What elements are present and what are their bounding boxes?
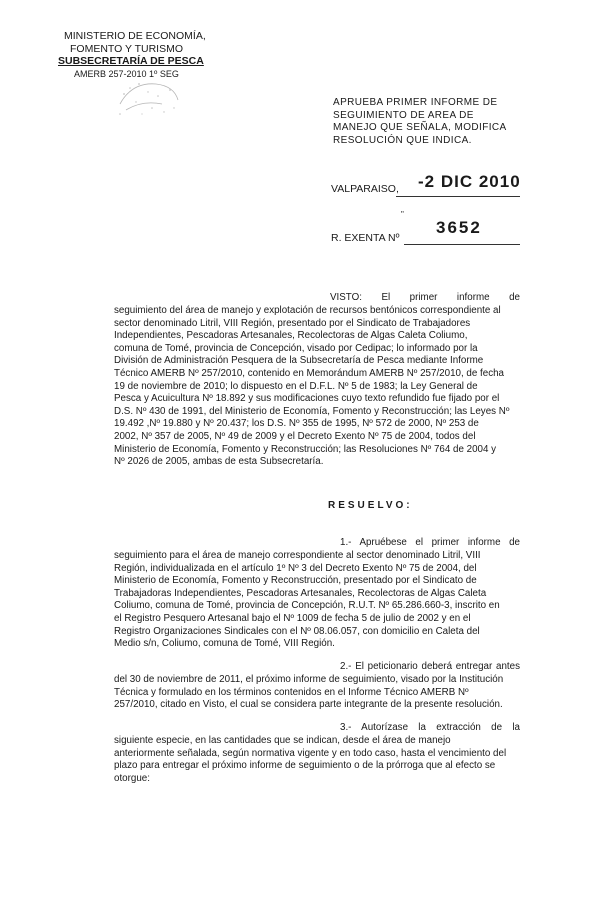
mark-icon: " [401, 210, 404, 219]
visto-line: 2002, Nº 357 de 2005, Nº 49 de 2009 y el Decreto Exento Nº 75 de 2004, todos del [114, 430, 476, 442]
exenta-underline [404, 244, 520, 245]
visto-line: 19 de noviembre de 2010; lo dispuesto en el D.F.L. Nº 5 de 1983; la Ley General de [114, 380, 478, 392]
item2-paragraph [114, 674, 520, 712]
item1-line: Registro Organizaciones Sindicales con el Nº 08.06.057, con domicilio en Caleta del [114, 625, 480, 637]
visto-line: Pesca y Acuicultura Nº 18.892 y sus modificaciones cuyo texto refundido fue fijado por el [114, 393, 500, 405]
exenta-label: R. EXENTA Nº [331, 232, 400, 244]
item3-line: anteriormente señalada, según normativa vigente y en todo caso, hasta el vencimiento del [114, 747, 507, 759]
item1-line: Ministerio de Economía, Fomento y Reconstrucción, presentado por el Sindicato de [114, 575, 477, 587]
item2-line: del 30 de noviembre de 2011, el próximo informe de seguimiento, visado por la Institución [114, 674, 504, 685]
place-label: VALPARAISO, [331, 183, 399, 195]
item1-line: Región, individualizada en el artículo 1º Nº 3 del Decreto Exento Nº 75 de 2004, del [114, 562, 477, 574]
letterhead-ministry: MINISTERIO DE ECONOMÍA, [64, 30, 206, 42]
item3-line: siguiente especie, en las cantidades que se indican, desde el área de manejo [114, 735, 451, 746]
letterhead-ministry-sub: FOMENTO Y TURISMO [70, 42, 183, 55]
item3-paragraph [114, 735, 520, 785]
visto-line: comuna de Tomé, provincia de Concepción, visado por Cedipac; lo informado por la [114, 342, 478, 354]
subject-line: SEGUIMIENTO DE AREA DE [333, 109, 474, 121]
subject-line: MANEJO QUE SEÑALA, MODIFICA [333, 122, 507, 133]
faded-stamp-icon [112, 74, 184, 118]
visto-line: División de Administración Pesquera de la Subsecretaría de Pesca mediante Informe [114, 355, 484, 367]
visto-line: seguimiento del área de manejo y explotación de recursos bentónicos correspondiente al [114, 305, 501, 316]
visto-line: Técnico AMERB Nº 257/2010, contenido en Memorándum AMERB Nº 257/2010, de fecha [114, 367, 504, 379]
subject-line: RESOLUCIÓN QUE INDICA. [333, 134, 472, 146]
visto-line: sector denominado Litril, VIII Región, presentado por el Sindicato de Trabajadores [114, 317, 471, 329]
date-underline [396, 196, 520, 197]
subject-block [333, 97, 521, 147]
item1-line: el Registro Pesquero Artesanal bajo el Nº 1009 de fecha 5 de julio de 2002 y en el [114, 612, 471, 624]
resuelvo-heading: RESUELVO: [328, 500, 413, 511]
item2-line: 257/2010, citado en Visto, el cual se considera parte integrante de la presente resolución. [114, 699, 503, 711]
item1-line: seguimiento para el área de manejo correspondiente al sector denominado Litril, VIII [114, 550, 481, 561]
visto-line: Nº 2026 de 2005, ambas de esta Subsecretaría. [114, 456, 324, 468]
item1-line: Trabajadoras Independientes, Pescadoras Artesanales, Recolectoras de Algas Caleta [114, 587, 487, 599]
subject-line: APRUEBA PRIMER INFORME DE [333, 97, 498, 108]
letterhead [58, 30, 206, 80]
item1-line: Coliumo, comuna de Tomé, provincia de Concepción, R.U.T. Nº 65.286.660-3, inscrito en [114, 600, 500, 612]
item3-lead: 3.- Autorízase la extracción de la [340, 722, 520, 733]
letterhead-reference: AMERB 257-2010 1º SEG [74, 68, 179, 79]
visto-lead: VISTO: El primer informe de [330, 292, 520, 303]
visto-line: D.S. Nº 430 de 1991, del Ministerio de Economía, Fomento y Reconstrucción; las Leyes Nº [114, 405, 510, 417]
letterhead-subsecretary: SUBSECRETARÍA DE PESCA [58, 55, 204, 67]
visto-paragraph [114, 305, 520, 469]
item3-line: plazo para entregar el próximo informe de seguimiento o de la prórroga que al efecto se [114, 760, 496, 772]
item1-line: Medio s/n, Coliumo, comuna de Tomé, VIII Región. [114, 638, 335, 650]
visto-line: Independientes, Pescadoras Artesanales, Recolectoras de Algas Caleta Coliumo, [114, 330, 468, 342]
item1-lead: 1.- Apruébese el primer informe de [340, 537, 520, 548]
item1-paragraph [114, 550, 520, 651]
item2-line: Técnica y formulado en los términos contenidos en el Informe Técnico AMERB Nº [114, 686, 469, 698]
item2-lead: 2.- El peticionario deberá entregar antes [340, 661, 520, 672]
item3-line: otorgue: [114, 772, 150, 784]
visto-line: Ministerio de Economía, Fomento y Reconstrucción; las Resoluciones Nº 764 de 2004 y [114, 443, 497, 455]
exenta-number: 3652 [436, 218, 482, 237]
visto-line: 19.492 ,Nº 19.880 y Nº 20.437; los D.S. Nº 355 de 1995, Nº 572 de 2000, Nº 253 de [114, 418, 479, 430]
date-stamp: -2 DIC 2010 [418, 172, 521, 191]
